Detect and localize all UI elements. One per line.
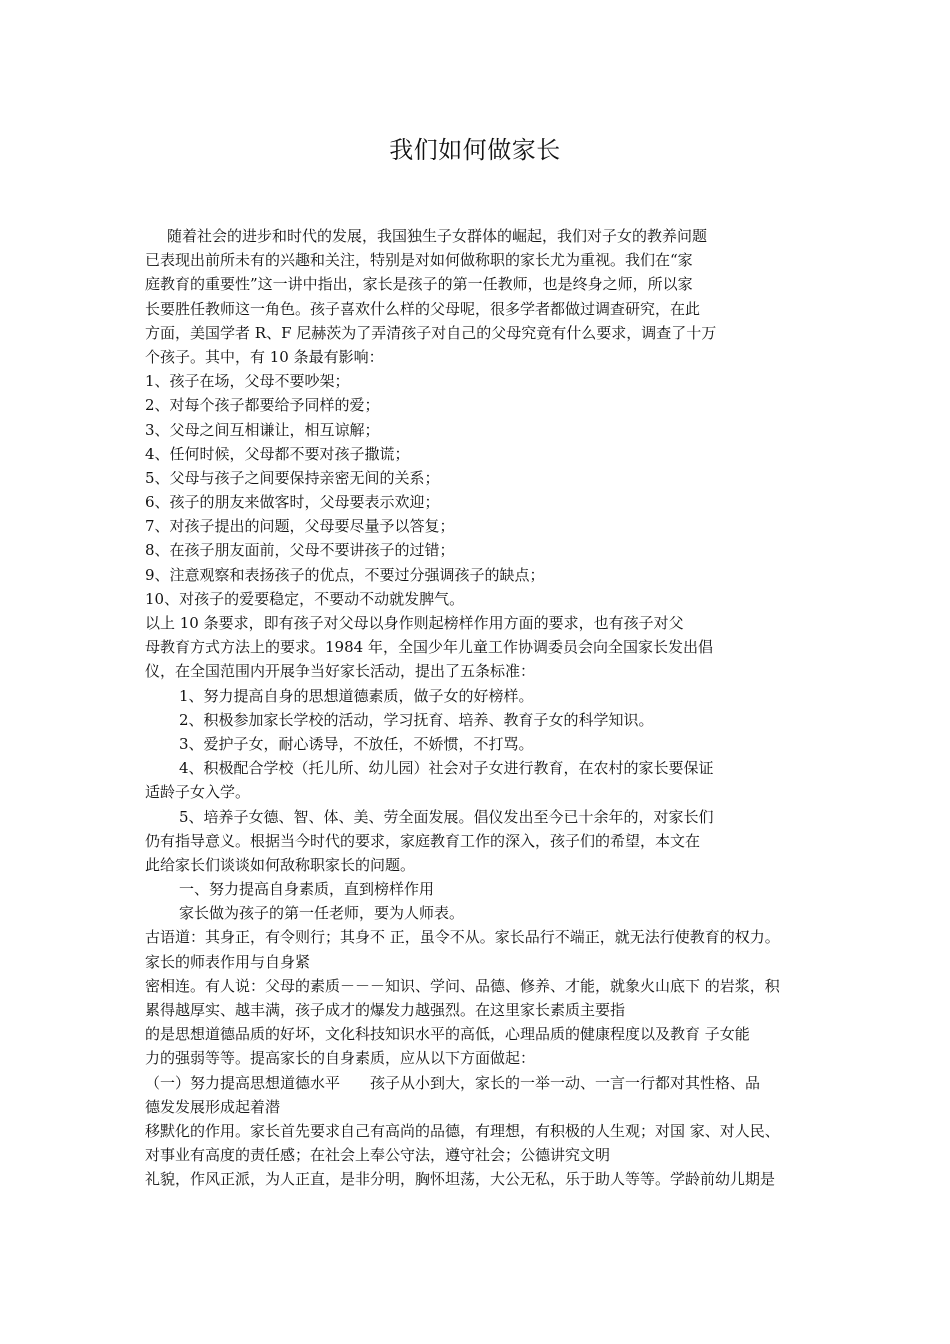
body-line: 个孩子。其中，有 10 条最有影响： xyxy=(145,347,384,366)
body-line: 适龄子女入学。 xyxy=(145,783,251,802)
document-title: 我们如何做家长 xyxy=(389,136,561,164)
body-line: 仍有指导意义。根据当今时代的要求，家庭教育工作的深入，孩子们的希望，本文在 xyxy=(145,831,701,850)
body-line: 密相连。有人说：父母的素质－－－知识、学问、品德、修养、才能，就象火山底下 的岩浆，积 xyxy=(145,976,780,995)
body-line: 古语道：其身正，有令则行；其身不 正，虽令不从。家长品行不端正，就无法行使教育的权力。 xyxy=(145,928,780,947)
body-line: 3、父母之间互相谦让，相互谅解； xyxy=(145,420,380,439)
body-line: 1、努力提高自身的思想道德素质，做子女的好榜样。 xyxy=(179,686,534,705)
body-line: 2、对每个孩子都要给予同样的爱； xyxy=(145,396,380,415)
document-body xyxy=(145,224,825,1192)
body-line: 一、努力提高自身素质，直到榜样作用 xyxy=(179,880,435,899)
body-line: 对事业有高度的责任感；在社会上奉公守法，遵守社会；公德讲究文明 xyxy=(145,1146,611,1165)
body-line: 以上 10 条要求，即有孩子对父母以身作则起榜样作用方面的要求，也有孩子对父 xyxy=(145,614,684,632)
body-line: 4、积极配合学校（托儿所、幼儿园）社会对子女进行教育，在农村的家长要保证 xyxy=(179,759,714,778)
body-line: 长要胜任教师这一角色。孩子喜欢什么样的父母呢，很多学者都做过调查研究，在此 xyxy=(145,299,701,318)
body-line: 1、孩子在场，父母不要吵架； xyxy=(145,372,350,391)
body-line: 家长的师表作用与自身紧 xyxy=(145,952,311,971)
body-line: 8、在孩子朋友面前，父母不要讲孩子的过错； xyxy=(145,541,455,560)
body-line: 随着社会的进步和时代的发展，我国独生子女群体的崛起，我们对子女的教养问题 xyxy=(167,227,708,245)
body-line: 此给家长们谈谈如何敌称职家长的问题。 xyxy=(145,855,416,874)
body-line: 力的强弱等等。提高家长的自身素质，应从以下方面做起： xyxy=(145,1049,536,1068)
body-line: 9、注意观察和表扬孩子的优点，不要过分强调孩子的缺点； xyxy=(145,565,545,584)
body-line: 10、对孩子的爱要稳定，不要动不动就发脾气。 xyxy=(145,589,465,608)
body-line: 2、积极参加家长学校的活动，学习抚育、培养、教育子女的科学知识。 xyxy=(179,710,654,729)
body-line: （一）努力提高思想道德水平 孩子从小到大，家长的一举一动、一言一行都对其性格、品 xyxy=(145,1073,761,1092)
body-line: 6、孩子的朋友来做客时，父母要表示欢迎； xyxy=(145,493,440,512)
body-line: 家长做为孩子的第一任老师，要为人师表。 xyxy=(179,904,465,923)
body-line: 的是思想道德品质的好坏，文化科技知识水平的高低，心理品质的健康程度以及教育 子女能 xyxy=(145,1025,750,1044)
body-line: 5、父母与孩子之间要保持亲密无间的关系； xyxy=(145,468,440,487)
body-line: 4、任何时候，父母都不要对孩子撒谎； xyxy=(145,444,410,463)
body-line: 母教育方式方法上的要求。1984 年，全国少年儿童工作协调委员会向全国家长发出倡 xyxy=(145,638,713,657)
body-line: 移默化的作用。家长首先要求自己有高尚的品德，有理想，有积极的人生观；对国 家、对人民、 xyxy=(145,1121,780,1140)
body-line: 已表现出前所未有的兴趣和关注，特别是对如何做称职的家长尤为重视。我们在“家 xyxy=(145,251,693,270)
body-line: 庭教育的重要性”这一讲中指出，家长是孩子的第一任教师，也是终身之师，所以家 xyxy=(145,275,693,294)
body-line: 5、培养子女德、智、体、美、劳全面发展。倡仪发出至今已十余年的，对家长们 xyxy=(179,807,714,826)
body-line: 德发发展形成起着潜 xyxy=(145,1097,281,1116)
body-line: 累得越厚实、越丰满，孩子成才的爆发力越强烈。在这里家长素质主要指 xyxy=(145,1001,626,1019)
body-line: 礼貌，作风正派，为人正直，是非分明，胸怀坦荡，大公无私，乐于助人等等。学龄前幼儿期是 xyxy=(145,1170,776,1189)
body-line: 3、爱护子女，耐心诱导，不放任，不娇惯，不打骂。 xyxy=(179,734,534,753)
body-line: 7、对孩子提出的问题，父母要尽量予以答复； xyxy=(145,517,455,536)
body-line: 方面，美国学者 R、F 尼赫茨为了弄清孩子对自己的父母究竟有什么要求，调查了十万 xyxy=(145,323,717,342)
body-line: 仪，在全国范围内开展争当好家长活动，提出了五条标准： xyxy=(145,662,536,681)
